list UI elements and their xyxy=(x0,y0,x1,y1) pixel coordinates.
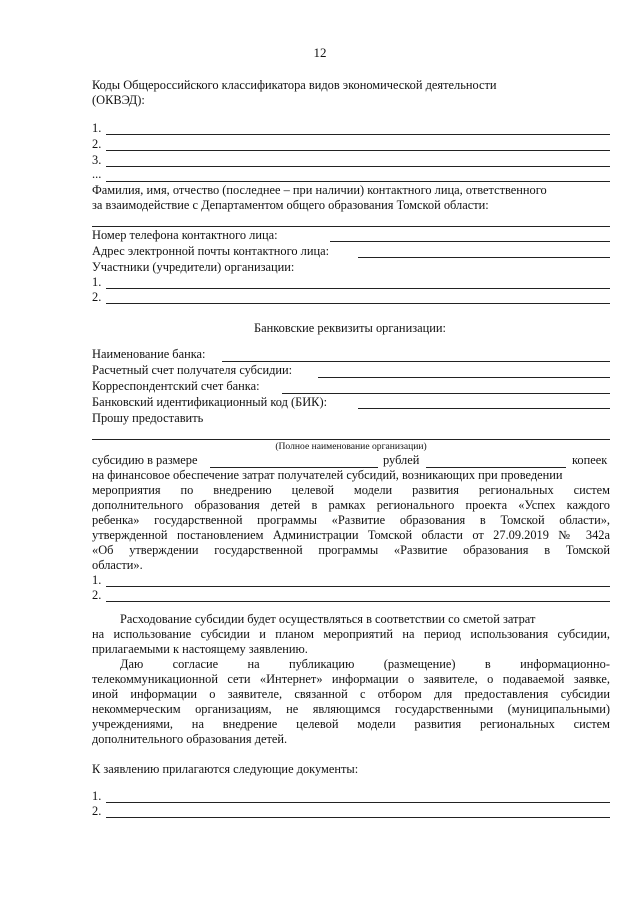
kopecks-label: копеек xyxy=(572,453,608,467)
okved-extra-field[interactable] xyxy=(106,181,610,182)
bank-name-field[interactable] xyxy=(222,361,610,362)
organization-name-caption: (Полное наименование организации) xyxy=(275,441,427,452)
consent-word-5: (размещение) xyxy=(383,657,456,671)
spending-line-3: прилагаемыми к настоящему заявлению. xyxy=(92,642,308,656)
attachment-2-number: 2. xyxy=(92,804,102,818)
consent-word-6: в xyxy=(484,657,491,671)
consent-line-4: некоммерческим организациям, не являющимся государственными (муниципальными) xyxy=(92,702,610,716)
consent-word-1: Даю xyxy=(120,657,144,671)
consent-word-3: на xyxy=(247,657,260,671)
attachments-title: К заявлению прилагаются следующие документы: xyxy=(92,762,359,776)
bank-section-title: Банковские реквизиты организации: xyxy=(254,321,446,335)
founders-item-1-field[interactable] xyxy=(106,288,610,289)
bik-field[interactable] xyxy=(358,408,610,409)
spending-line-2: на использование субсидии и планом мероприятий на период использования субсидии, xyxy=(92,627,610,641)
organization-name-field[interactable] xyxy=(92,439,610,440)
phone-label: Номер телефона контактного лица: xyxy=(92,228,278,242)
request-item-1-field[interactable] xyxy=(106,586,610,587)
corr-account-label: Корреспондентский счет банка: xyxy=(92,379,260,393)
purpose-line-4: ребенка» государственной программы «Развитие образования в Томской области», xyxy=(92,513,610,527)
founders-label: Участники (учредители) организации: xyxy=(92,260,295,274)
okved-item-2-field[interactable] xyxy=(106,150,610,151)
founders-item-2-number: 2. xyxy=(92,290,102,304)
okved-item-1-number: 1. xyxy=(92,121,102,135)
consent-line-3: иной информации о заявителе, связанной с отбором для предоставления субсидии xyxy=(92,687,610,701)
founders-item-1-number: 1. xyxy=(92,275,102,289)
purpose-line-1: на финансовое обеспечение затрат получателей субсидий, возникающих при проведении xyxy=(92,468,563,482)
okved-item-2-number: 2. xyxy=(92,137,102,151)
bik-label: Банковский идентификационный код (БИК): xyxy=(92,395,328,409)
account-label: Расчетный счет получателя субсидии: xyxy=(92,363,293,377)
okved-ellipsis: ... xyxy=(92,167,102,181)
purpose-line-5: утвержденной постановлением Администрации Томской области от 27.09.2019 № 342а xyxy=(92,528,610,542)
consent-word-7: информационно- xyxy=(520,657,610,671)
okved-heading-line1: Коды Общероссийского классификатора видов экономической деятельности xyxy=(92,78,497,92)
purpose-line-3: дополнительного образования детей в рамках регионального проекта «Успех каждого xyxy=(92,498,610,512)
subsidy-size-label: субсидию в размере xyxy=(92,453,198,467)
contact-person-field[interactable] xyxy=(92,226,610,227)
request-item-2-field[interactable] xyxy=(106,601,610,602)
bank-name-label: Наименование банка: xyxy=(92,347,206,361)
founders-item-2-field[interactable] xyxy=(106,303,610,304)
email-label: Адрес электронной почты контактного лица: xyxy=(92,244,330,258)
phone-field[interactable] xyxy=(330,241,610,242)
purpose-line-6: «Об утверждении государственной программы «Развитие образования в Томской xyxy=(92,543,610,557)
attachment-1-number: 1. xyxy=(92,789,102,803)
consent-line-6: дополнительного образования детей. xyxy=(92,732,288,746)
okved-heading-line2: (ОКВЭД): xyxy=(92,93,145,107)
contact-person-line2: за взаимодействие с Департаментом общего образования Томской области: xyxy=(92,198,489,212)
corr-account-field[interactable] xyxy=(282,393,610,394)
okved-item-1-field[interactable] xyxy=(106,134,610,135)
consent-word-2: согласие xyxy=(172,657,219,671)
purpose-line-2: мероприятия по внедрению целевой модели развития региональных систем xyxy=(92,483,610,497)
spending-line-1: Расходование субсидии будет осуществляться в соответствии со сметой затрат xyxy=(120,612,536,626)
email-field[interactable] xyxy=(358,257,610,258)
page-number: 12 xyxy=(313,45,327,60)
rubles-label: рублей xyxy=(383,453,420,467)
attachment-1-field[interactable] xyxy=(106,802,610,803)
request-item-2-number: 2. xyxy=(92,588,102,602)
account-field[interactable] xyxy=(318,377,610,378)
consent-line-5: учреждениями, на внедрение целевой модели развития региональных систем xyxy=(92,717,610,731)
okved-item-3-field[interactable] xyxy=(106,166,610,167)
request-label: Прошу предоставить xyxy=(92,411,204,425)
consent-line-2: телекоммуникационной сети «Интернет» информации о заявителе, о подаваемой заявке, xyxy=(92,672,610,686)
consent-word-4: публикацию xyxy=(289,657,355,671)
okved-item-3-number: 3. xyxy=(92,153,102,167)
consent-line-1 xyxy=(120,657,610,672)
purpose-line-7: области». xyxy=(92,558,143,572)
attachment-2-field[interactable] xyxy=(106,817,610,818)
contact-person-line1: Фамилия, имя, отчество (последнее – при наличии) контактного лица, ответственного xyxy=(92,183,547,197)
request-item-1-number: 1. xyxy=(92,573,102,587)
